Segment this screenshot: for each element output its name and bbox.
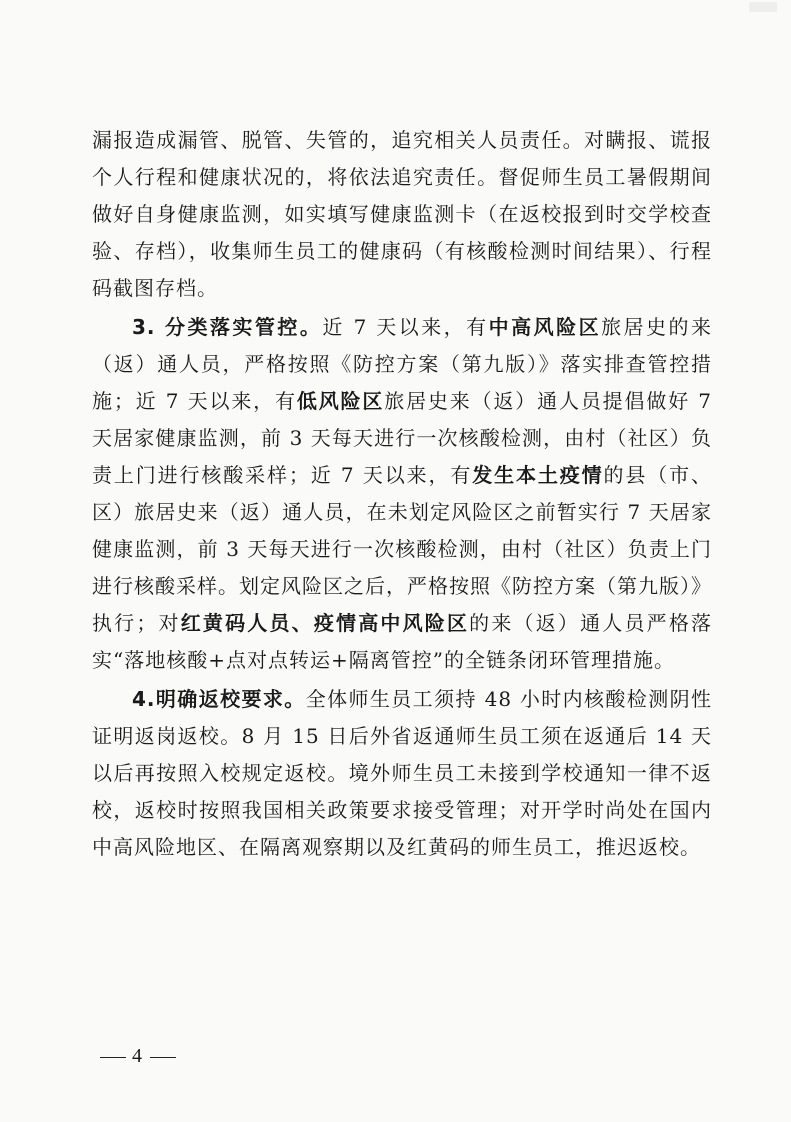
emphasis-text: 低风险区: [296, 389, 385, 413]
paragraph-text: 旅居史来（返）通人员提倡做好 7 天居家健康监测，前 3 天每天进行一次核酸检测，由村（社区）负责上门进行核酸采样；近 7 天以来，有: [92, 389, 712, 487]
emphasis-text: 中高风险区: [488, 315, 602, 339]
emphasis-text: 发生本土疫情: [472, 463, 604, 487]
paragraph-classified-control: [92, 309, 712, 679]
paragraph-text: 漏报造成漏管、脱管、失管的，追究相关人员责任。对瞒报、谎报个人行程和健康状况的，将依法追究责任。督促师生员工暑假期间做好自身健康监测，如实填写健康监测卡（在返校报到时交学校查验、存档），收集师生员工的健康码（有核酸检测时间结果）、行程码截图存档。: [92, 128, 712, 300]
paragraph-text: 的县（市、区）旅居史来（返）通人员，在未划定风险区之前暂实行 7 天居家健康监测，前 3 天每天进行一次核酸检测，由村（社区）负责上门进行核酸采样。划定风险区之后，严格按照《防控方案（第九版）》执行；对: [92, 463, 713, 635]
paragraph-return-requirements: [92, 681, 712, 866]
section-heading: 4.明确返校要求。: [132, 687, 306, 711]
paragraph-text: 近 7 天以来，有: [322, 315, 489, 339]
page-number: 4: [132, 1045, 144, 1067]
scan-artifact: [749, 2, 777, 12]
paragraph-text: 的来（返）通人员严格落实“落地核酸+点对点转运+隔离管控”的全链条闭环管理措施。: [92, 611, 713, 672]
paragraph-text: 全体师生员工须持 48 小时内核酸检测阴性证明返岗返校。8 月 15 日后外省返通师生员工须在返通后 14 天以后再按照入校规定返校。境外师生员工未接到学校通知一律不返校，返校时按照我国相关政策要求接受管理；对开学时尚处在国内中高风险地区、在隔离观察期以及红黄码的师生员工，推迟返校。: [92, 687, 712, 859]
dash-left: [100, 1057, 126, 1058]
section-heading: 3. 分类落实管控。: [132, 315, 323, 339]
page-footer: [94, 1045, 182, 1068]
dash-right: [150, 1057, 176, 1058]
paragraph-health-monitoring: [92, 122, 712, 307]
paragraph-text: 旅居史的来（返）通人员，严格按照《防控方案（第九版）》落实排查管控措施；近 7 天以来，有: [92, 315, 713, 413]
document-body: [92, 122, 712, 866]
emphasis-text: 红黄码人员、疫情高中风险区: [180, 611, 470, 635]
